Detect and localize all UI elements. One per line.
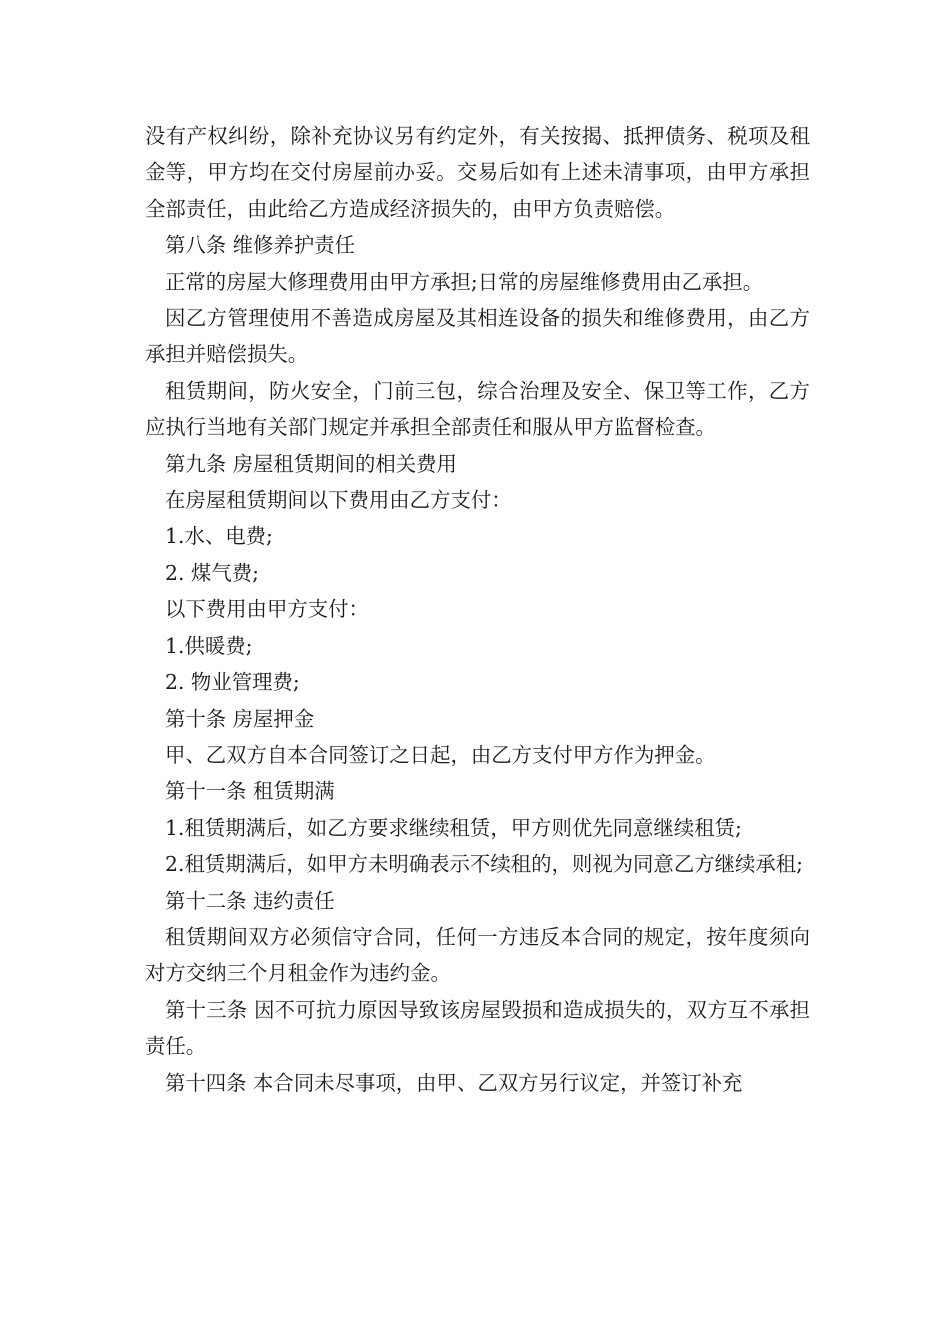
paragraph-continuation: 没有产权纠纷，除补充协议另有约定外，有关按揭、抵押债务、税项及租金等，甲方均在交付房屋前办妥。交易后如有上述未清事项，由甲方承担全部责任，由此给乙方造成经济损失的，由甲方负责赔偿。 (145, 124, 810, 221)
article-11-item-2: 2.租赁期满后，如甲方未明确表示不续租的，则视为同意乙方继续承租; (165, 852, 804, 877)
article-12-heading: 第十二条 违约责任 (165, 888, 335, 913)
article-8-clause-3: 租赁期间，防火安全，门前三包，综合治理及安全、保卫等工作，乙方应执行当地有关部门规定并承担全部责任和服从甲方监督检查。 (145, 378, 810, 440)
article-9-tenant-item-2: 2. 煤气费; (165, 560, 259, 585)
article-8-heading: 第八条 维修养护责任 (165, 233, 355, 258)
article-11-item-1: 1.租赁期满后，如乙方要求继续租赁，甲方则优先同意继续租赁; (165, 815, 742, 840)
article-10-clause: 甲、乙双方自本合同签订之日起，由乙方支付甲方作为押金。 (165, 742, 716, 767)
article-8-clause-1: 正常的房屋大修理费用由甲方承担;日常的房屋维修费用由乙承担。 (165, 269, 764, 294)
article-11-heading: 第十一条 租赁期满 (165, 779, 335, 804)
article-9-landlord-item-1: 1.供暖费; (165, 633, 253, 658)
article-9-tenant-item-1: 1.水、电费; (165, 524, 273, 549)
document-page (145, 118, 810, 1101)
article-9-tenant-intro: 在房屋租赁期间以下费用由乙方支付： (165, 488, 512, 513)
article-9-heading: 第九条 房屋租赁期间的相关费用 (165, 451, 457, 476)
article-8-clause-2: 因乙方管理使用不善造成房屋及其相连设备的损失和维修费用，由乙方承担并赔偿损失。 (145, 306, 810, 367)
article-14: 第十四条 本合同未尽事项，由甲、乙双方另行议定，并签订补充 (165, 1070, 743, 1095)
article-9-landlord-intro: 以下费用由甲方支付： (165, 597, 369, 622)
article-12-clause: 租赁期间双方必须信守合同，任何一方违反本合同的规定，按年度须向对方交纳三个月租金作为违约金。 (145, 924, 810, 986)
article-10-heading: 第十条 房屋押金 (165, 706, 315, 731)
article-13: 第十三条 因不可抗力原因导致该房屋毁损和造成损失的，双方互不承担责任。 (145, 997, 810, 1059)
article-9-landlord-item-2: 2. 物业管理费; (165, 670, 300, 695)
